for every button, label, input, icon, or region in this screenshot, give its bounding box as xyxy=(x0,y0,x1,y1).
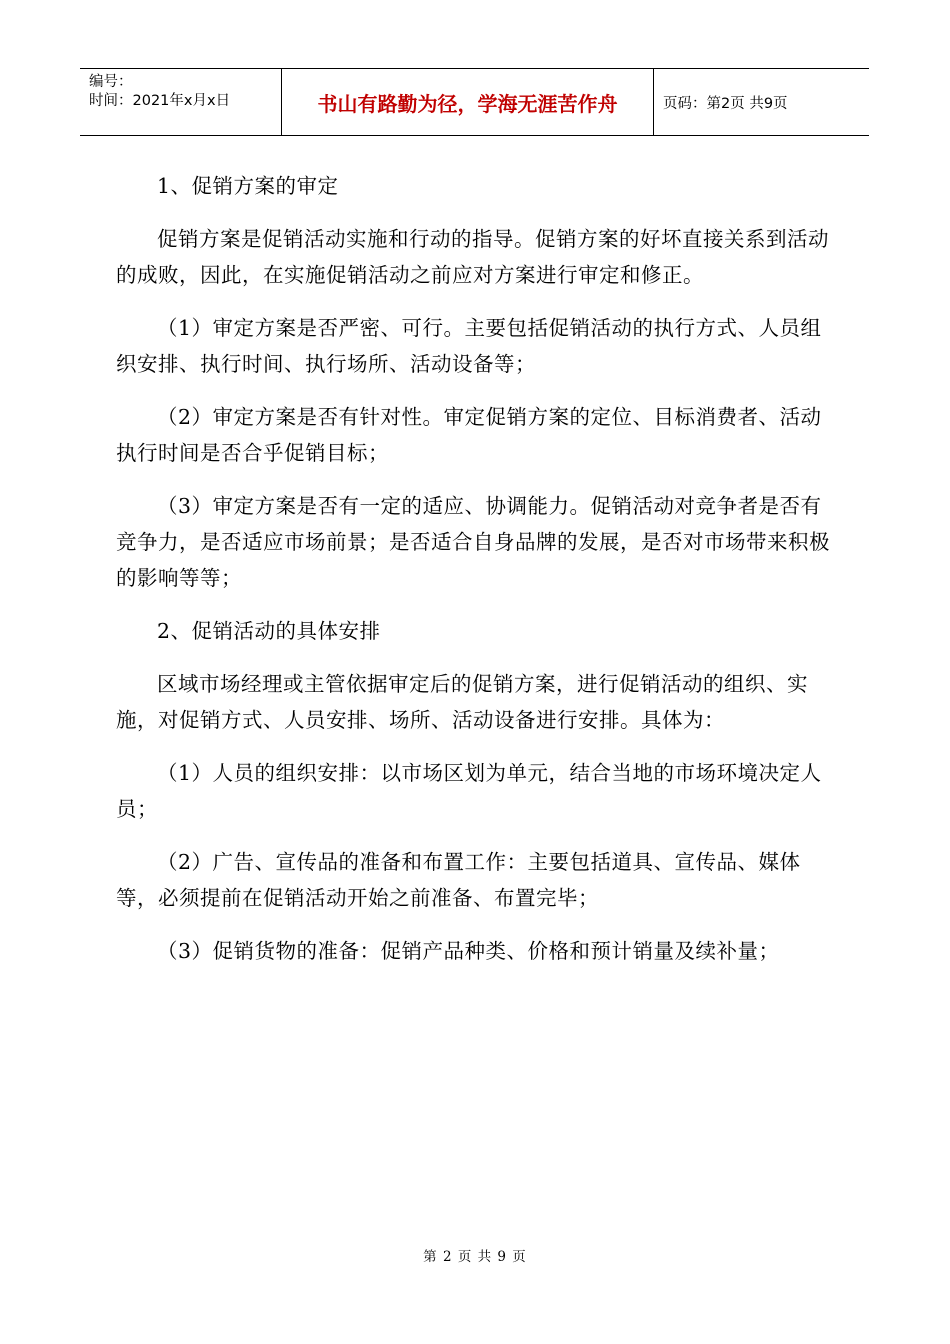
list-item: （3）促销货物的准备：促销产品种类、价格和预计销量及续补量； xyxy=(157,939,780,963)
list-item: （2）广告、宣传品的准备和布置工作：主要包括道具、宣传品、媒体等，必须提前在促销活动开始之前准备、布置完毕； xyxy=(116,850,801,910)
header-motto-cell xyxy=(282,69,654,135)
section-heading-1: 1、促销方案的审定 xyxy=(157,174,339,198)
document-time-label: 时间：2021年x月x日 xyxy=(89,93,231,109)
header-meta-cell xyxy=(80,69,282,135)
footer-page-number: 第 2 页 共 9 页 xyxy=(423,1249,527,1265)
header-page-info: 页码：第2页 共9页 xyxy=(663,95,788,112)
document-body xyxy=(116,168,836,986)
header-page-cell xyxy=(654,69,869,135)
list-item: （3）审定方案是否有一定的适应、协调能力。促销活动对竞争者是否有竞争力，是否适应市场前景；是否适合自身品牌的发展，是否对市场带来积极的影响等等； xyxy=(116,494,830,590)
list-item: （1）审定方案是否严密、可行。主要包括促销活动的执行方式、人员组织安排、执行时间、执行场所、活动设备等； xyxy=(116,316,822,376)
document-number-label: 编号： xyxy=(89,74,133,90)
page-header xyxy=(80,68,869,136)
list-item: （2）审定方案是否有针对性。审定促销方案的定位、目标消费者、活动执行时间是否合乎促销目标； xyxy=(116,405,822,465)
list-item: （1）人员的组织安排：以市场区划为单元，结合当地的市场环境决定人员； xyxy=(116,761,822,821)
body-paragraph: 促销方案是促销活动实施和行动的指导。促销方案的好坏直接关系到活动的成败，因此，在实施促销活动之前应对方案进行审定和修正。 xyxy=(116,227,829,287)
body-paragraph: 区域市场经理或主管依据审定后的促销方案，进行促销活动的组织、实施，对促销方式、人员安排、场所、活动设备进行安排。具体为： xyxy=(116,672,808,732)
header-motto: 书山有路勤为径，学海无涯苦作舟 xyxy=(317,91,618,116)
page-footer xyxy=(0,1245,950,1265)
section-heading-2: 2、促销活动的具体安排 xyxy=(157,619,381,643)
